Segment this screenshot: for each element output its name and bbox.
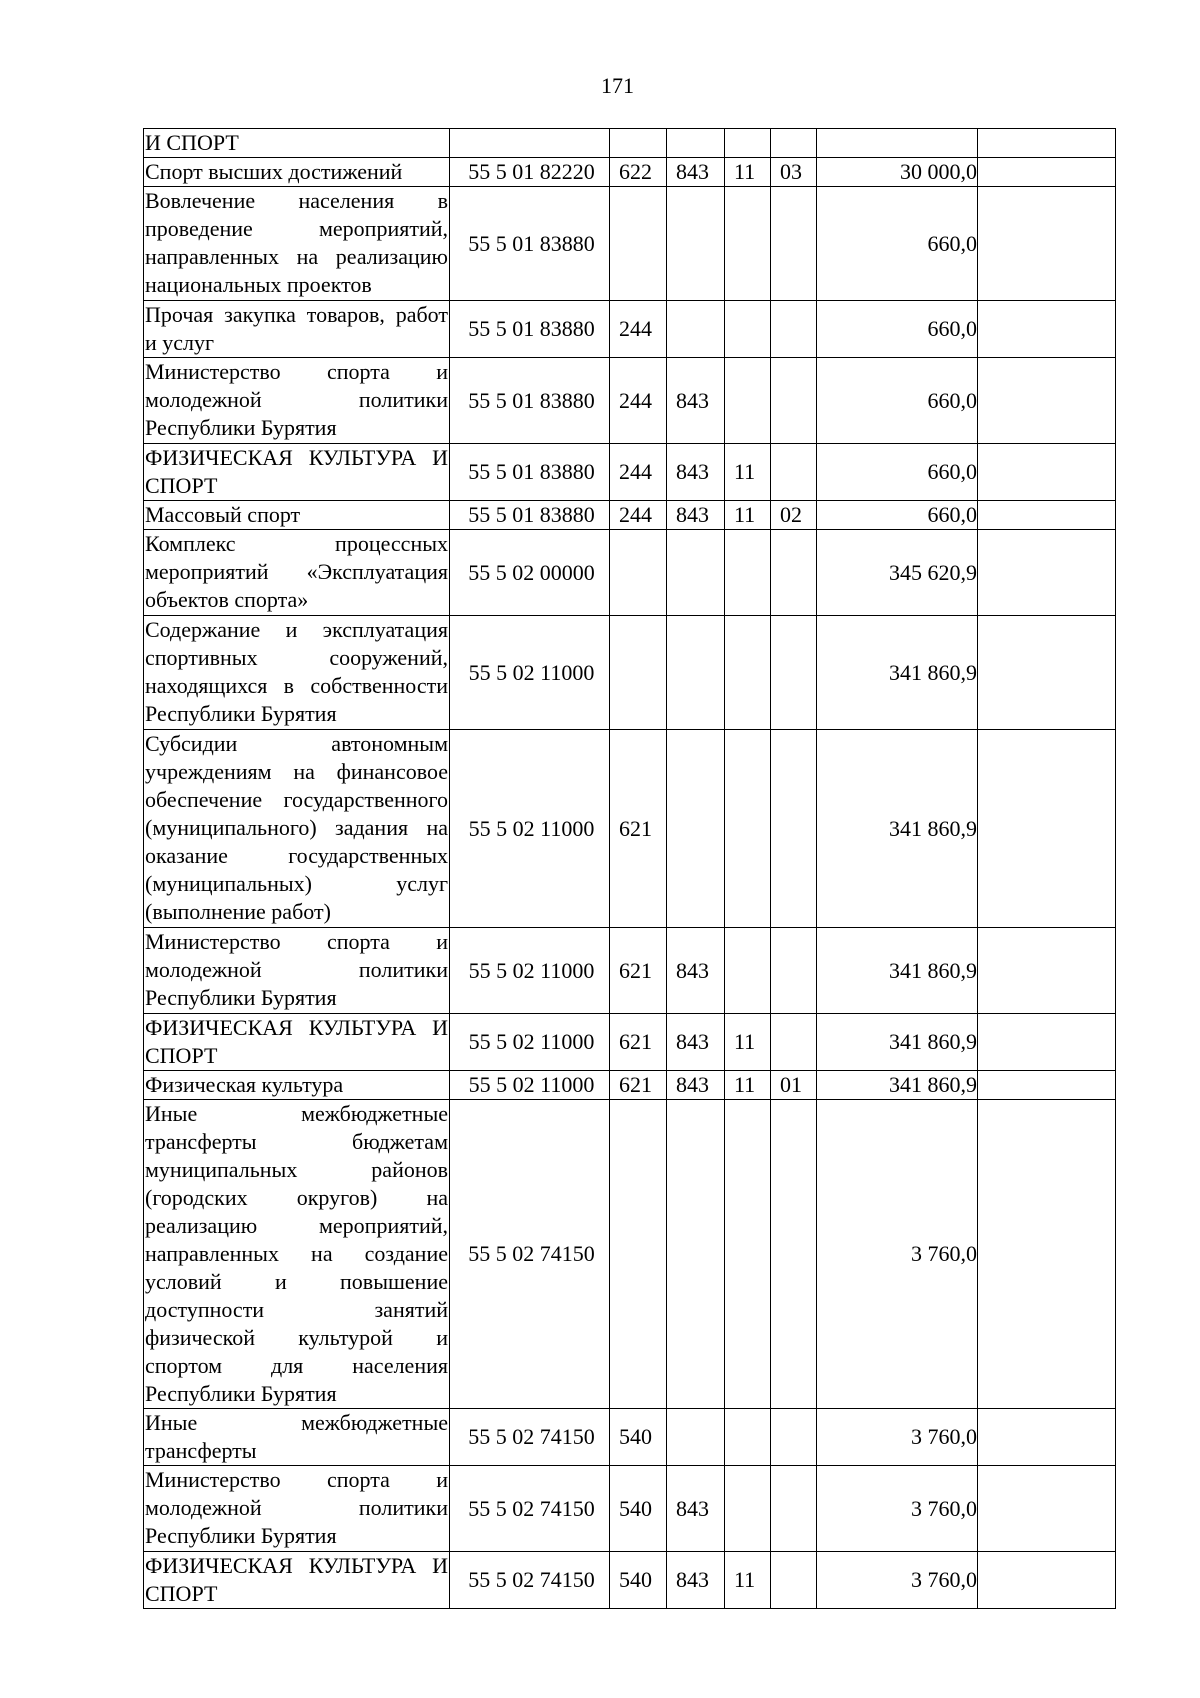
item-name-cell: Физическая культура [144,1071,450,1100]
subsection-cell [771,616,817,730]
target-code-cell: 55 5 02 00000 [450,530,610,616]
empty-cell [978,501,1116,530]
expense-type-cell: 540 [610,1466,667,1552]
table-row [144,1071,1116,1100]
empty-cell [978,187,1116,301]
amount-cell: 341 860,9 [817,1014,978,1071]
empty-cell [978,358,1116,444]
target-code-cell [450,129,610,158]
expense-type-cell: 244 [610,358,667,444]
item-name-cell: И СПОРТ [144,129,450,158]
item-name-cell: Спорт высших достижений [144,158,450,187]
empty-cell [978,730,1116,928]
target-code-cell: 55 5 02 74150 [450,1466,610,1552]
administrator-cell: 843 [667,1466,725,1552]
empty-cell [978,1100,1116,1409]
administrator-cell: 843 [667,928,725,1014]
section-cell [725,730,771,928]
amount-cell: 341 860,9 [817,730,978,928]
administrator-cell [667,129,725,158]
amount-cell: 3 760,0 [817,1409,978,1466]
subsection-cell: 01 [771,1071,817,1100]
section-cell: 11 [725,444,771,501]
subsection-cell [771,928,817,1014]
empty-cell [978,301,1116,358]
administrator-cell: 843 [667,1014,725,1071]
empty-cell [978,1014,1116,1071]
item-name-cell: Массовый спорт [144,501,450,530]
empty-cell [978,928,1116,1014]
item-name-cell: Содержание и эксплуатация спортивных сооружений, находящихся в собственности Республики Бурятия [144,616,450,730]
target-code-cell: 55 5 02 11000 [450,730,610,928]
target-code-cell: 55 5 02 74150 [450,1100,610,1409]
amount-cell: 341 860,9 [817,1071,978,1100]
amount-cell: 660,0 [817,187,978,301]
amount-cell: 30 000,0 [817,158,978,187]
empty-cell [978,1071,1116,1100]
subsection-cell [771,444,817,501]
empty-cell [978,158,1116,187]
expense-type-cell: 244 [610,444,667,501]
empty-cell [978,1466,1116,1552]
expense-type-cell: 621 [610,1014,667,1071]
expense-type-cell [610,530,667,616]
section-cell: 11 [725,1014,771,1071]
administrator-cell: 843 [667,1071,725,1100]
target-code-cell: 55 5 01 83880 [450,358,610,444]
item-name-cell: Иные межбюджетные трансферты [144,1409,450,1466]
administrator-cell [667,1409,725,1466]
amount-cell: 341 860,9 [817,616,978,730]
subsection-cell [771,1100,817,1409]
table-row [144,1409,1116,1466]
table-row [144,730,1116,928]
target-code-cell: 55 5 01 83880 [450,187,610,301]
target-code-cell: 55 5 02 11000 [450,928,610,1014]
empty-cell [978,616,1116,730]
table-row [144,501,1116,530]
empty-cell [978,1552,1116,1609]
item-name-cell: Субсидии автономным учреждениям на финансовое обеспечение государственного (муниципального) задания на оказание государственных (муниципальных) услуг (выполнение работ) [144,730,450,928]
table-row [144,530,1116,616]
expense-type-cell: 244 [610,501,667,530]
section-cell [725,187,771,301]
section-cell [725,129,771,158]
amount-cell: 341 860,9 [817,928,978,1014]
target-code-cell: 55 5 01 82220 [450,158,610,187]
administrator-cell [667,530,725,616]
target-code-cell: 55 5 01 83880 [450,301,610,358]
table-row [144,129,1116,158]
target-code-cell: 55 5 02 11000 [450,1071,610,1100]
table-row [144,301,1116,358]
expense-type-cell: 621 [610,730,667,928]
amount-cell: 345 620,9 [817,530,978,616]
item-name-cell: Министерство спорта и молодежной политики Республики Бурятия [144,928,450,1014]
section-cell: 11 [725,1071,771,1100]
expense-type-cell [610,1100,667,1409]
section-cell [725,616,771,730]
table-row [144,444,1116,501]
table-row [144,1100,1116,1409]
expense-type-cell [610,129,667,158]
amount-cell: 3 760,0 [817,1552,978,1609]
subsection-cell [771,1466,817,1552]
administrator-cell [667,301,725,358]
subsection-cell [771,530,817,616]
expense-type-cell [610,616,667,730]
item-name-cell: Министерство спорта и молодежной политики Республики Бурятия [144,1466,450,1552]
empty-cell [978,444,1116,501]
section-cell: 11 [725,1552,771,1609]
expense-type-cell: 540 [610,1552,667,1609]
expense-type-cell: 622 [610,158,667,187]
empty-cell [978,1409,1116,1466]
amount-cell: 3 760,0 [817,1100,978,1409]
expense-type-cell: 244 [610,301,667,358]
page-number: 171 [601,73,634,98]
item-name-cell: ФИЗИЧЕСКАЯ КУЛЬТУРА И СПОРТ [144,444,450,501]
table-row [144,1014,1116,1071]
table-row [144,928,1116,1014]
table-row [144,1466,1116,1552]
table-row [144,158,1116,187]
target-code-cell: 55 5 01 83880 [450,444,610,501]
section-cell [725,530,771,616]
table-row [144,616,1116,730]
expense-type-cell: 540 [610,1409,667,1466]
section-cell [725,1409,771,1466]
section-cell [725,1100,771,1409]
item-name-cell: Комплекс процессных мероприятий «Эксплуатация объектов спорта» [144,530,450,616]
item-name-cell: Министерство спорта и молодежной политики Республики Бурятия [144,358,450,444]
administrator-cell [667,1100,725,1409]
empty-cell [978,129,1116,158]
budget-table [143,128,1116,1609]
subsection-cell [771,1409,817,1466]
item-name-cell: ФИЗИЧЕСКАЯ КУЛЬТУРА И СПОРТ [144,1014,450,1071]
table-row [144,1552,1116,1609]
amount-cell: 660,0 [817,501,978,530]
expense-type-cell: 621 [610,1071,667,1100]
expense-type-cell [610,187,667,301]
amount-cell: 660,0 [817,444,978,501]
amount-cell: 660,0 [817,358,978,444]
amount-cell [817,129,978,158]
amount-cell: 3 760,0 [817,1466,978,1552]
subsection-cell [771,129,817,158]
administrator-cell: 843 [667,158,725,187]
target-code-cell: 55 5 02 74150 [450,1552,610,1609]
subsection-cell [771,1014,817,1071]
subsection-cell: 02 [771,501,817,530]
item-name-cell: ФИЗИЧЕСКАЯ КУЛЬТУРА И СПОРТ [144,1552,450,1609]
administrator-cell: 843 [667,501,725,530]
table-row [144,358,1116,444]
target-code-cell: 55 5 02 11000 [450,1014,610,1071]
section-cell [725,928,771,1014]
administrator-cell [667,187,725,301]
section-cell [725,358,771,444]
subsection-cell [771,730,817,928]
administrator-cell: 843 [667,1552,725,1609]
subsection-cell [771,358,817,444]
target-code-cell: 55 5 02 74150 [450,1409,610,1466]
table-body [144,129,1116,1609]
item-name-cell: Вовлечение населения в проведение мероприятий, направленных на реализацию национальных проектов [144,187,450,301]
subsection-cell [771,1552,817,1609]
subsection-cell: 03 [771,158,817,187]
target-code-cell: 55 5 02 11000 [450,616,610,730]
section-cell [725,301,771,358]
amount-cell: 660,0 [817,301,978,358]
administrator-cell [667,616,725,730]
expense-type-cell: 621 [610,928,667,1014]
administrator-cell: 843 [667,444,725,501]
target-code-cell: 55 5 01 83880 [450,501,610,530]
item-name-cell: Прочая закупка товаров, работ и услуг [144,301,450,358]
subsection-cell [771,187,817,301]
administrator-cell: 843 [667,358,725,444]
administrator-cell [667,730,725,928]
subsection-cell [771,301,817,358]
section-cell: 11 [725,501,771,530]
empty-cell [978,530,1116,616]
section-cell [725,1466,771,1552]
item-name-cell: Иные межбюджетные трансферты бюджетам муниципальных районов (городских округов) на реализацию мероприятий, направленных на создание условий и повышение доступности занятий физической культурой и спортом для населения Республики Бурятия [144,1100,450,1409]
section-cell: 11 [725,158,771,187]
table-row [144,187,1116,301]
